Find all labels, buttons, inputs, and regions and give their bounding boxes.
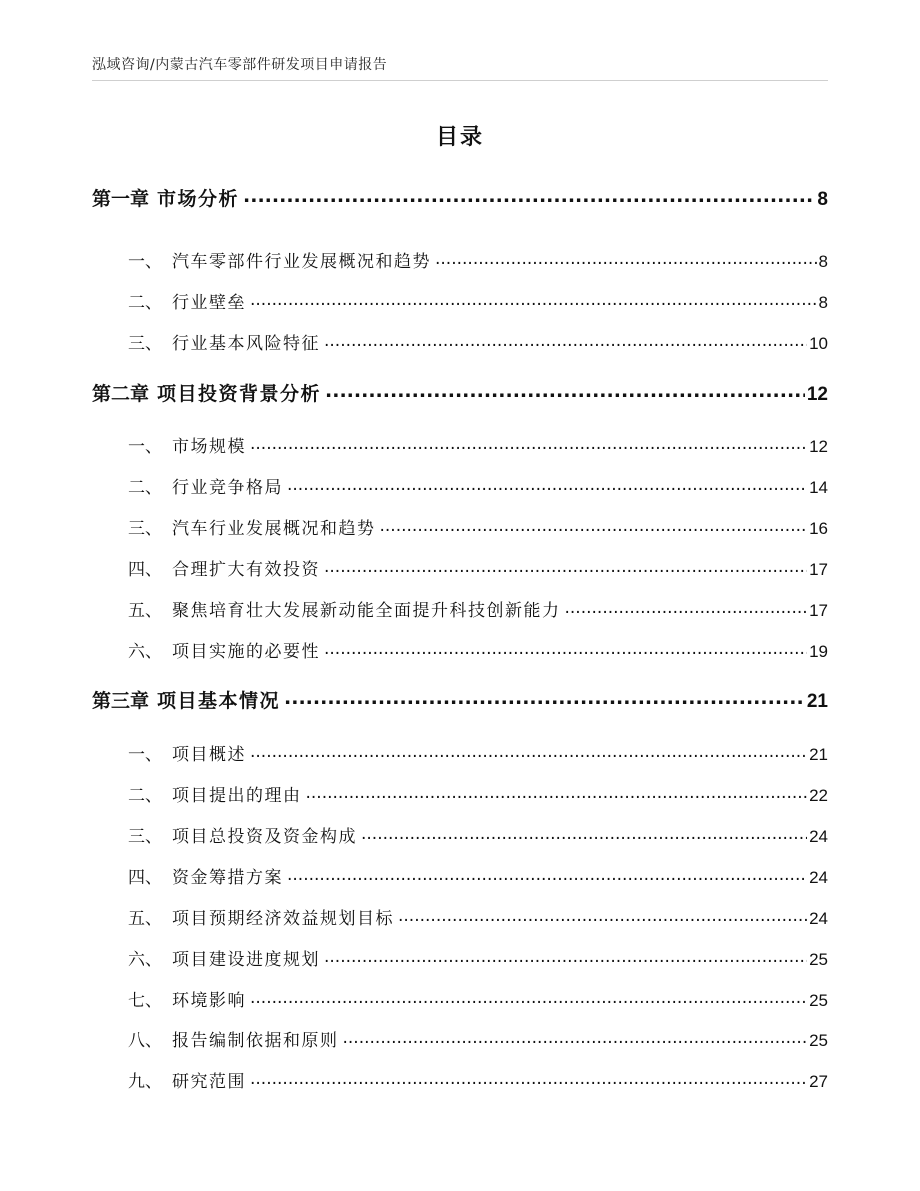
toc-section-number: 二、 xyxy=(128,293,162,313)
toc-dot-leader xyxy=(243,186,815,205)
toc-chapter-title: 项目投资背景分析 xyxy=(157,383,322,405)
toc-page-number: 21 xyxy=(806,691,828,712)
toc-chapter-2[interactable] xyxy=(92,379,828,406)
toc-chapter-title: 项目基本情况 xyxy=(157,690,281,712)
toc-section-3-5[interactable] xyxy=(128,904,828,929)
toc-dot-leader xyxy=(284,688,805,707)
toc-dot-leader xyxy=(380,517,808,534)
toc-section-title: 资金筹措方案 xyxy=(172,868,283,888)
toc-chapter-1[interactable] xyxy=(92,184,828,211)
toc-page-number: 25 xyxy=(809,991,828,1010)
toc-section-number: 六、 xyxy=(128,642,162,662)
toc-section-title: 市场规模 xyxy=(172,437,246,457)
toc-dot-leader xyxy=(435,250,817,267)
toc-section-number: 三、 xyxy=(128,519,162,539)
toc-page-number: 8 xyxy=(818,252,828,271)
toc-chapter-number: 第一章 xyxy=(92,188,150,210)
toc-page-number: 19 xyxy=(809,642,828,661)
toc-section-number: 五、 xyxy=(128,601,162,621)
toc-section-1-2[interactable] xyxy=(128,288,828,313)
toc-page-number: 24 xyxy=(809,827,828,846)
toc-section-2-6[interactable] xyxy=(128,637,828,662)
toc-dot-leader xyxy=(361,825,807,842)
toc-section-title: 汽车行业发展概况和趋势 xyxy=(172,519,376,539)
toc-page-number: 24 xyxy=(809,909,828,928)
toc-chapter-number: 第二章 xyxy=(92,383,150,405)
toc-section-number: 四、 xyxy=(128,560,162,580)
toc-section-3-2[interactable] xyxy=(128,781,828,806)
toc-page-number: 22 xyxy=(809,786,828,805)
toc-section-title: 项目建设进度规划 xyxy=(172,950,320,970)
toc-section-1-1[interactable] xyxy=(128,247,828,272)
toc-section-number: 四、 xyxy=(128,868,162,888)
toc-section-title: 行业壁垒 xyxy=(172,293,246,313)
toc-section-2-3[interactable] xyxy=(128,514,828,539)
toc-chapter-number: 第三章 xyxy=(92,690,150,712)
toc-section-3-7[interactable] xyxy=(128,986,828,1011)
toc-section-title: 项目提出的理由 xyxy=(172,786,302,806)
toc-section-title: 项目预期经济效益规划目标 xyxy=(172,909,394,929)
toc-dot-leader xyxy=(287,866,807,883)
toc-dot-leader xyxy=(324,640,807,657)
toc-page-number: 12 xyxy=(806,384,828,405)
toc-dot-leader xyxy=(306,784,808,801)
toc-section-3-4[interactable] xyxy=(128,863,828,888)
toc-page-number: 24 xyxy=(809,868,828,887)
toc-section-title: 报告编制依据和原则 xyxy=(172,1031,339,1051)
toc-section-number: 六、 xyxy=(128,950,162,970)
toc-section-2-1[interactable] xyxy=(128,432,828,457)
toc-section-title: 项目总投资及资金构成 xyxy=(172,827,357,847)
toc-page-number: 25 xyxy=(809,1031,828,1050)
toc-page-number: 16 xyxy=(809,519,828,538)
toc-page-number: 12 xyxy=(809,437,828,456)
toc-dot-leader xyxy=(250,743,807,760)
toc-dot-leader xyxy=(324,558,807,575)
toc-section-3-6[interactable] xyxy=(128,945,828,970)
toc-section-2-2[interactable] xyxy=(128,473,828,498)
toc-page-number: 8 xyxy=(818,293,828,312)
toc-section-3-8[interactable] xyxy=(128,1026,828,1051)
toc-section-number: 七、 xyxy=(128,991,162,1011)
toc-section-number: 二、 xyxy=(128,786,162,806)
toc-section-number: 五、 xyxy=(128,909,162,929)
toc-page-number: 8 xyxy=(817,189,828,210)
toc-page-number: 25 xyxy=(809,950,828,969)
toc-dot-leader xyxy=(324,948,807,965)
toc-dot-leader xyxy=(287,476,807,493)
toc-section-title: 行业竞争格局 xyxy=(172,478,283,498)
toc-page-number: 17 xyxy=(809,560,828,579)
toc-section-number: 一、 xyxy=(128,437,162,457)
toc-dot-leader xyxy=(565,599,808,616)
toc-section-2-4[interactable] xyxy=(128,555,828,580)
toc-dot-leader xyxy=(324,332,807,349)
toc-section-number: 九、 xyxy=(128,1072,162,1092)
toc-chapter-3[interactable] xyxy=(92,686,828,713)
toc-section-number: 八、 xyxy=(128,1031,162,1051)
toc-section-3-3[interactable] xyxy=(128,822,828,847)
page-header: 泓域咨询/内蒙古汽车零部件研发项目申请报告 xyxy=(92,57,388,73)
toc-section-title: 项目实施的必要性 xyxy=(172,642,320,662)
toc-dot-leader xyxy=(343,1029,808,1046)
toc-page-number: 14 xyxy=(809,478,828,497)
toc-dot-leader xyxy=(250,1070,807,1087)
toc-title: 目录 xyxy=(435,125,484,150)
toc-page-number: 17 xyxy=(809,601,828,620)
toc-section-number: 二、 xyxy=(128,478,162,498)
toc-page-number: 10 xyxy=(809,334,828,353)
toc-dot-leader xyxy=(398,907,807,924)
toc-section-3-1[interactable] xyxy=(128,740,828,765)
toc-section-number: 三、 xyxy=(128,334,162,354)
toc-dot-leader xyxy=(250,435,807,452)
toc-chapter-title: 市场分析 xyxy=(157,188,240,210)
toc-section-3-9[interactable] xyxy=(128,1067,828,1092)
toc-section-1-3[interactable] xyxy=(128,329,828,354)
toc-section-title: 项目概述 xyxy=(172,745,246,765)
toc-section-title: 环境影响 xyxy=(172,991,246,1011)
toc-section-number: 一、 xyxy=(128,745,162,765)
toc-page-number: 27 xyxy=(809,1072,828,1091)
toc-section-title: 聚焦培育壮大发展新动能全面提升科技创新能力 xyxy=(172,601,561,621)
toc-dot-leader xyxy=(250,989,807,1006)
toc-section-title: 行业基本风险特征 xyxy=(172,334,320,354)
toc-section-title: 合理扩大有效投资 xyxy=(172,560,320,580)
toc-dot-leader xyxy=(250,291,817,308)
toc-page-number: 21 xyxy=(809,745,828,764)
toc-dot-leader xyxy=(325,381,805,400)
toc-section-title: 汽车零部件行业发展概况和趋势 xyxy=(172,252,431,272)
toc-section-title: 研究范围 xyxy=(172,1072,246,1092)
toc-section-2-5[interactable] xyxy=(128,596,828,621)
toc-section-number: 三、 xyxy=(128,827,162,847)
toc-section-number: 一、 xyxy=(128,252,162,272)
